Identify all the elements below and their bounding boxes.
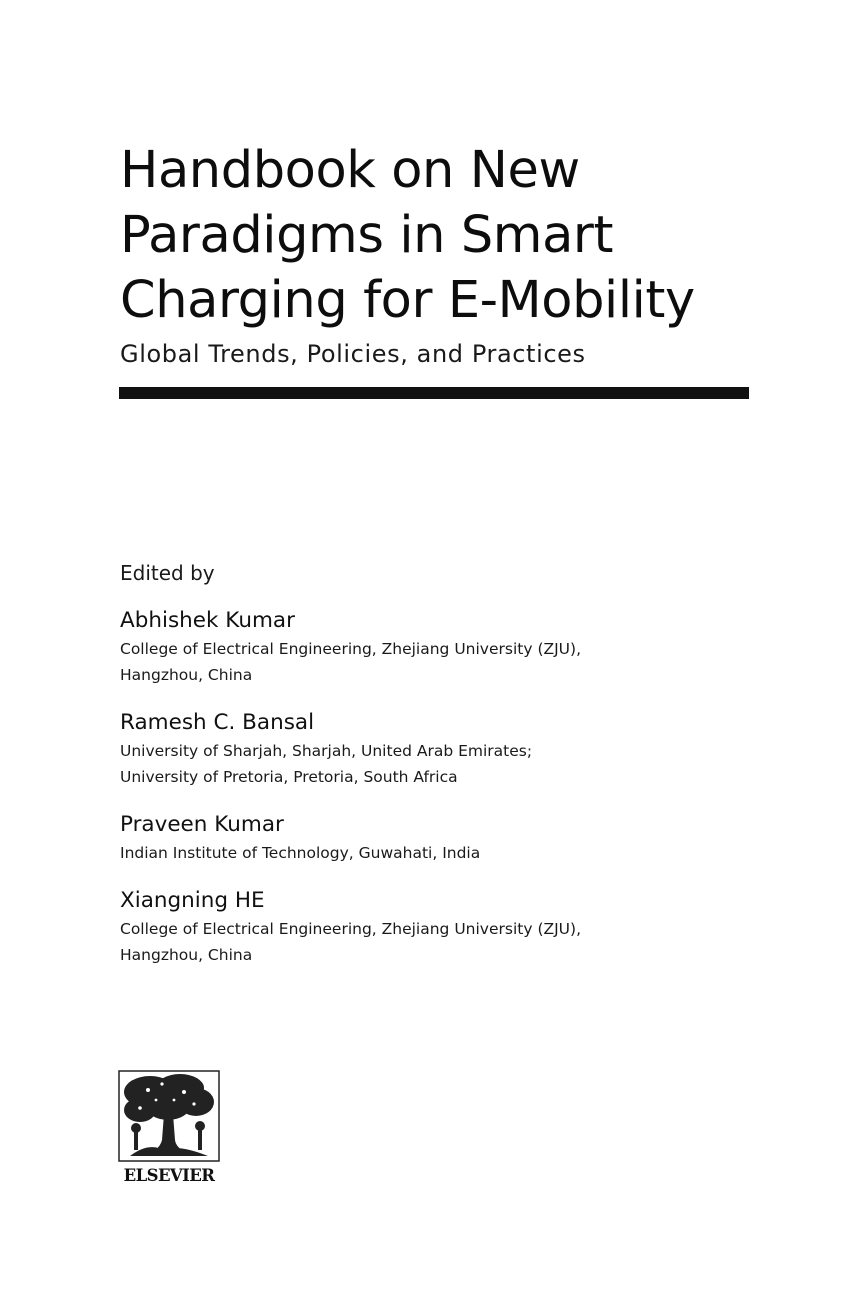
- book-title: [120, 138, 760, 333]
- elsevier-tree-icon: [118, 1070, 220, 1162]
- editors-list: [120, 606, 760, 988]
- editor-affiliation: [120, 738, 760, 790]
- editor-affiliation: [120, 840, 760, 866]
- editor-entry: [120, 708, 760, 790]
- editor-name: Ramesh C. Bansal: [120, 710, 315, 735]
- editor-entry: [120, 606, 760, 688]
- affiliation-line: Indian Institute of Technology, Guwahati, India: [120, 844, 481, 862]
- editor-name: Praveen Kumar: [120, 812, 284, 837]
- title-line-1: Handbook on New: [120, 141, 580, 200]
- editor-name: Abhishek Kumar: [120, 608, 295, 633]
- editor-affiliation: [120, 916, 760, 968]
- editor-name: Xiangning HE: [120, 888, 265, 913]
- editor-affiliation: [120, 636, 760, 688]
- affiliation-line: University of Pretoria, Pretoria, South Africa: [120, 768, 458, 786]
- book-subtitle: Global Trends, Policies, and Practices: [120, 340, 586, 368]
- affiliation-line: Hangzhou, China: [120, 946, 253, 964]
- title-rule-divider: [119, 387, 749, 399]
- editor-entry: [120, 810, 760, 866]
- title-line-2: Paradigms in Smart: [120, 206, 614, 265]
- publisher-wordmark: ELSEVIER: [123, 1166, 215, 1185]
- publisher-logo: [118, 1070, 220, 1186]
- title-line-3: Charging for E-Mobility: [120, 271, 695, 330]
- editor-entry: [120, 886, 760, 968]
- edited-by-label: Edited by: [120, 561, 215, 585]
- affiliation-line: College of Electrical Engineering, Zhejiang University (ZJU),: [120, 640, 581, 658]
- affiliation-line: University of Sharjah, Sharjah, United Arab Emirates;: [120, 742, 533, 760]
- affiliation-line: Hangzhou, China: [120, 666, 253, 684]
- affiliation-line: College of Electrical Engineering, Zhejiang University (ZJU),: [120, 920, 581, 938]
